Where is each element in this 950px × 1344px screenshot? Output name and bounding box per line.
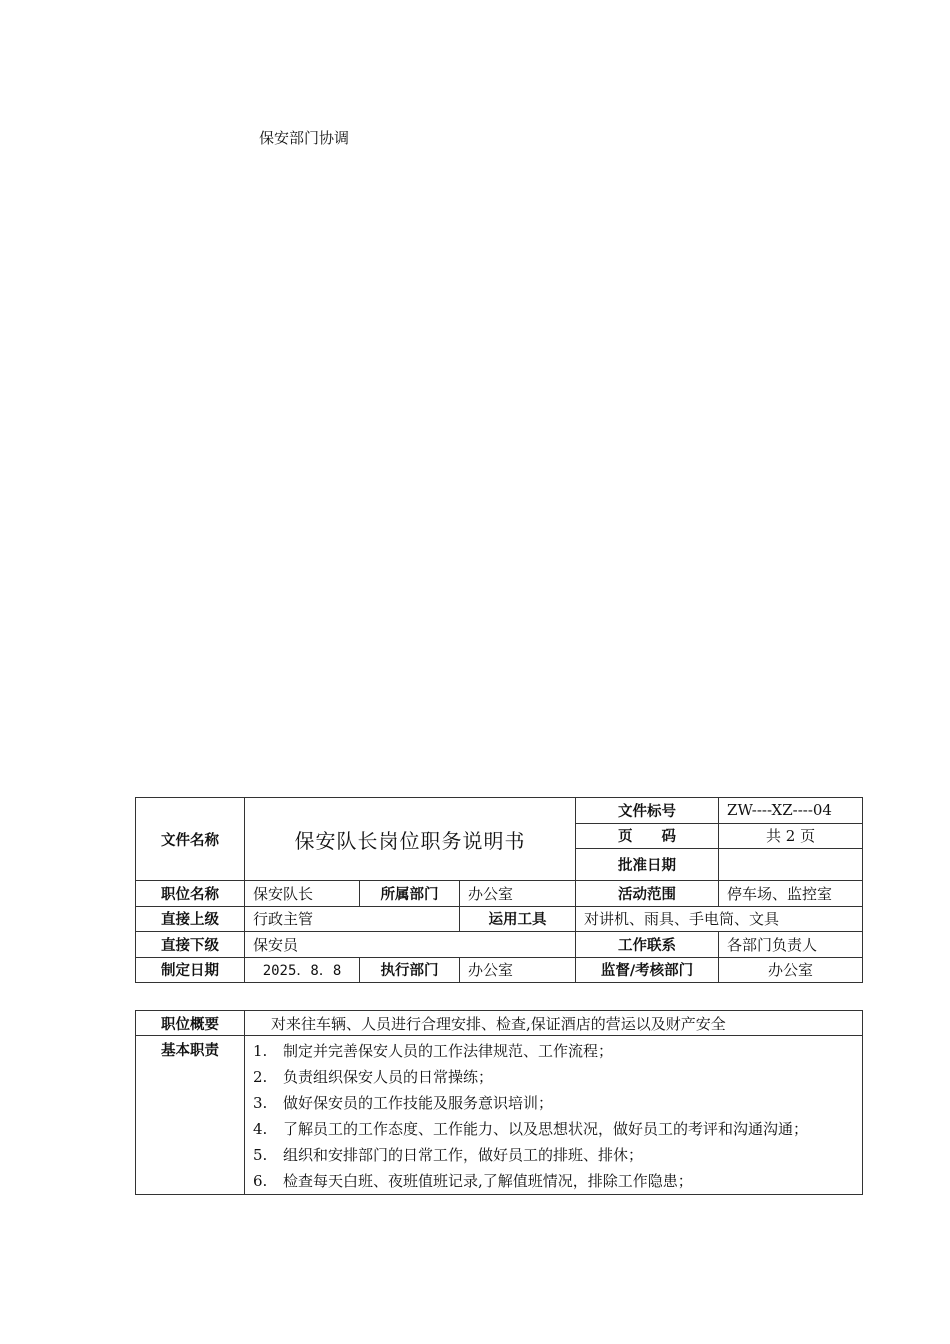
duty-number: 4. <box>253 1120 268 1138</box>
position-name-value: 保安队长 <box>245 881 360 907</box>
exec-dept-value: 办公室 <box>460 957 576 983</box>
tools-label: 运用工具 <box>460 906 576 932</box>
tools-value: 对讲机、雨具、手电筒、文具 <box>576 906 863 932</box>
file-code-label: 文件标号 <box>576 798 719 824</box>
duty-item <box>253 1064 838 1090</box>
overview-text: 对来往车辆、人员进行合理安排、检查,保证酒店的营运以及财产安全 <box>245 1011 863 1036</box>
document-title: 保安队长岗位职务说明书 <box>245 798 576 881</box>
duty-text: 检查每天白班、夜班值班记录,了解值班情况，排除工作隐患； <box>283 1172 693 1190</box>
work-contact-value: 各部门负责人 <box>719 932 863 958</box>
duty-number: 6. <box>253 1172 268 1190</box>
duties-table <box>135 1010 863 1195</box>
duty-number: 1. <box>253 1042 268 1060</box>
activity-scope-label: 活动范围 <box>576 881 719 907</box>
page-label: 页 码 <box>576 823 719 849</box>
duty-item <box>253 1142 838 1168</box>
duty-item <box>253 1090 838 1116</box>
department-label: 所属部门 <box>360 881 460 907</box>
direct-superior-value: 行政主管 <box>245 906 460 932</box>
page-value: 共 2 页 <box>719 823 863 849</box>
work-contact-label: 工作联系 <box>576 932 719 958</box>
duty-item <box>253 1038 838 1064</box>
duty-text: 了解员工的工作态度、工作能力、以及思想状况，做好员工的考评和沟通沟通； <box>283 1120 809 1138</box>
department-value: 办公室 <box>460 881 576 907</box>
duty-text: 做好保安员的工作技能及服务意识培训； <box>283 1094 554 1112</box>
duty-text: 组织和安排部门的日常工作，做好员工的排班、排休； <box>283 1146 644 1164</box>
document-header-table <box>135 797 863 983</box>
made-date-value: 2025．8．8 <box>245 957 360 983</box>
direct-subordinate-value: 保安员 <box>245 932 576 958</box>
basic-duties-label: 基本职责 <box>136 1036 245 1195</box>
duty-number: 3. <box>253 1094 268 1112</box>
top-note: 保安部门协调 <box>259 129 350 147</box>
approval-date-label: 批准日期 <box>576 849 719 881</box>
approval-date-value <box>719 849 863 881</box>
duty-item <box>253 1168 838 1194</box>
file-code-value: ZW----XZ----04 <box>719 798 863 824</box>
exec-dept-label: 执行部门 <box>360 957 460 983</box>
activity-scope-value: 停车场、监控室 <box>719 881 863 907</box>
file-name-label: 文件名称 <box>136 798 245 881</box>
duties-list <box>253 1036 838 1194</box>
made-date-label: 制定日期 <box>136 957 245 983</box>
duty-number: 5. <box>253 1146 268 1164</box>
direct-subordinate-label: 直接下级 <box>136 932 245 958</box>
duty-text: 负责组织保安人员的日常操练； <box>283 1068 494 1086</box>
overview-label: 职位概要 <box>136 1011 245 1036</box>
direct-superior-label: 直接上级 <box>136 906 245 932</box>
duty-text: 制定并完善保安人员的工作法律规范、工作流程； <box>283 1042 614 1060</box>
supervise-value: 办公室 <box>719 957 863 983</box>
position-name-label: 职位名称 <box>136 881 245 907</box>
supervise-label: 监督/考核部门 <box>576 957 719 983</box>
duty-number: 2. <box>253 1068 268 1086</box>
duty-item <box>253 1116 838 1142</box>
